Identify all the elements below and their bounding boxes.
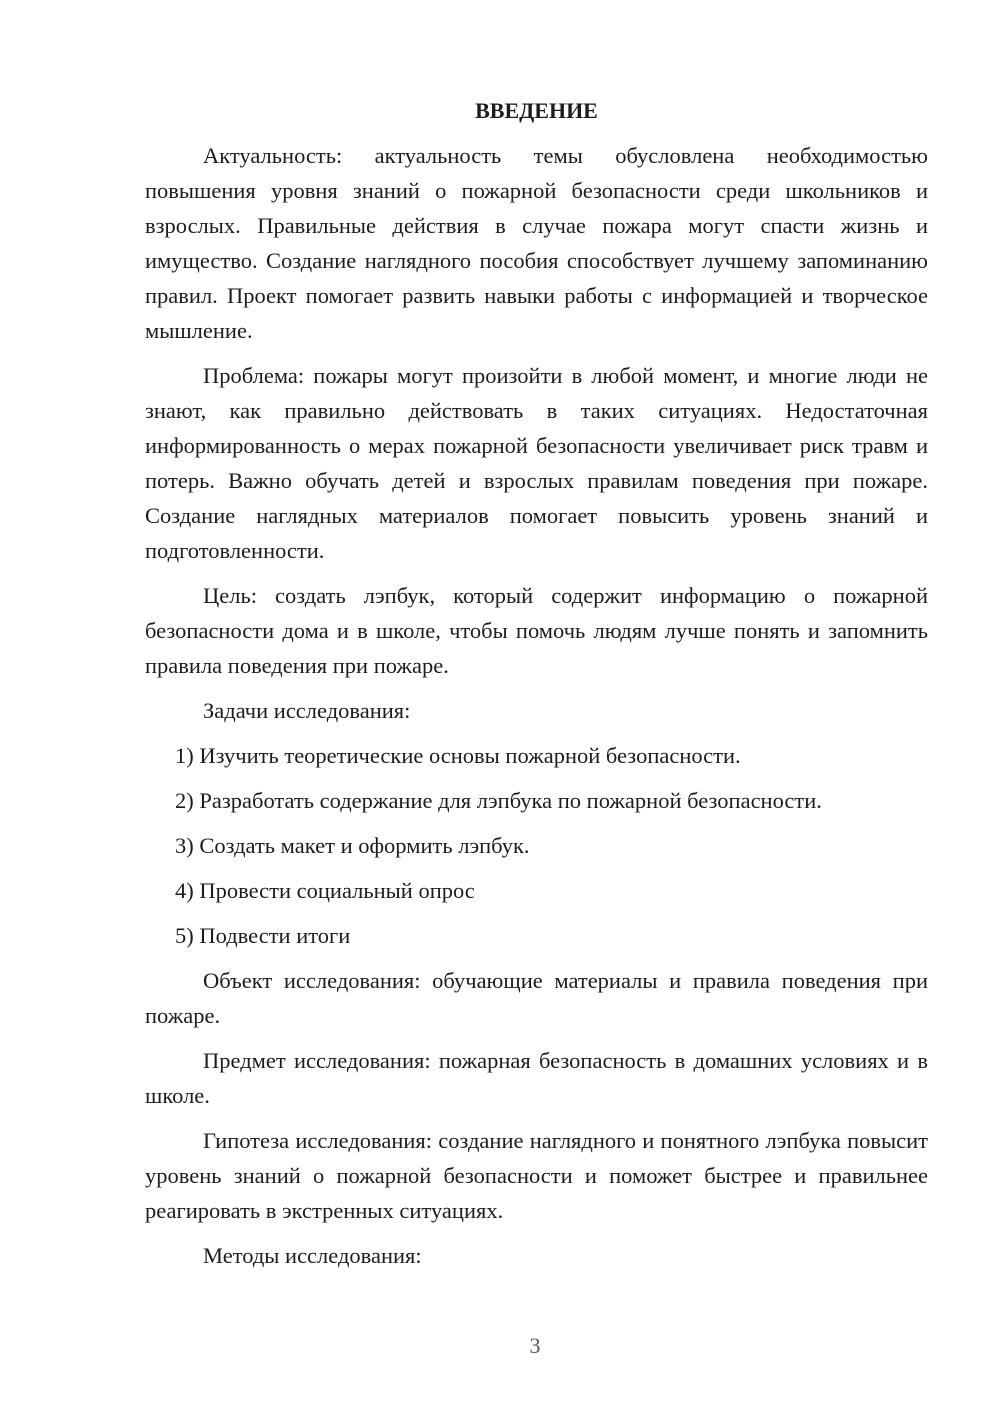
task-item-4: 4) Провести социальный опрос xyxy=(175,878,475,903)
task-item-1: 1) Изучить теоретические основы пожарной безопасности. xyxy=(175,743,741,768)
tasks-heading: Задачи исследования: xyxy=(203,698,411,723)
paragraph-relevance: Актуальность: актуальность темы обусловлена необходимостью повышения уровня знаний о пожарной безопасности среди школьников и взрослых. Правильные действия в случае пожара могут спасти жизнь и имущество. Создание наглядного пособия способствует лучшему запоминанию правил. Проект помогает развить навыки работы с информацией и творческое мышление. xyxy=(145,143,928,343)
paragraph-object: Объект исследования: обучающие материалы и правила поведения при пожаре. xyxy=(145,968,928,1028)
paragraph-problem: Проблема: пожары могут произойти в любой момент, и многие люди не знают, как правильно действовать в таких ситуациях. Недостаточная информированность о мерах пожарной безопасности увеличивает риск травм и потерь. Важно обучать детей и взрослых правилам поведения при пожаре. Создание наглядных материалов помогает повысить уровень знаний и подготовленности. xyxy=(145,363,928,563)
task-item-2: 2) Разработать содержание для лэпбука по пожарной безопасности. xyxy=(175,788,822,813)
paragraph-hypothesis: Гипотеза исследования: создание наглядного и понятного лэпбука повысит уровень знаний о пожарной безопасности и поможет быстрее и правильнее реагировать в экстренных ситуациях. xyxy=(145,1128,928,1223)
task-item-5: 5) Подвести итоги xyxy=(175,923,351,948)
paragraph-subject: Предмет исследования: пожарная безопасность в домашних условиях и в школе. xyxy=(145,1048,928,1108)
page-content xyxy=(145,96,928,1283)
methods-heading: Методы исследования: xyxy=(203,1243,422,1268)
section-title: ВВЕДЕНИЕ xyxy=(475,98,598,123)
page-number: 3 xyxy=(529,1333,541,1358)
paragraph-goal: Цель: создать лэпбук, который содержит информацию о пожарной безопасности дома и в школе, чтобы помочь людям лучше понять и запомнить правила поведения при пожаре. xyxy=(145,583,928,678)
task-item-3: 3) Создать макет и оформить лэпбук. xyxy=(175,833,530,858)
